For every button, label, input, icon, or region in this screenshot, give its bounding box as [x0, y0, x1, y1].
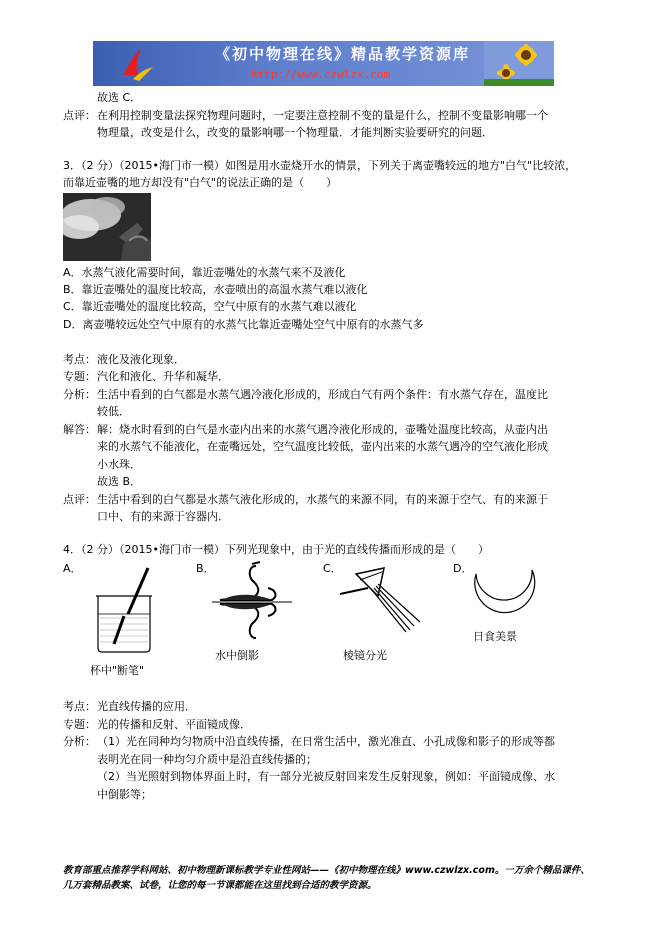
q4-caption-c: 棱镜分光 [343, 649, 387, 662]
sunflower-icon [484, 41, 554, 86]
q4-option-b-letter: B． [196, 562, 215, 575]
q4-caption-a: 杯中"断笔" [90, 664, 145, 677]
q3-zhuanti: 汽化和液化、升华和凝华． [97, 370, 229, 383]
q4-caption-b: 水中倒影 [215, 649, 259, 662]
q4-fenxi-label: 分析： [63, 735, 96, 748]
q4-option-a-letter: A． [63, 562, 82, 575]
q3-jieda-line: 小水珠． [97, 458, 141, 471]
prev-comment-line: 物理量，改变是什么，改变的量影响哪一个物理量．才能判断实验要研究的问题． [97, 126, 493, 139]
q3-fenxi-line: 生活中看到的白气都是水蒸气遇冷液化形成的，形成白气有两个条件：有水蒸气存在，温度比 [97, 388, 548, 401]
q3-stem-line: 3．（2 分）（2015•海门市一模）如图是用水壶烧开水的情景，下列关于离壶嘴较远的地方"白气"比较浓， [63, 159, 577, 172]
q3-option-b: B．靠近壶嘴处的温度比较高，水壶喷出的高温水蒸气难以液化 [63, 283, 368, 296]
prism-dispersion-icon [338, 560, 428, 644]
q3-option-d: D．离壶嘴较远处空气中原有的水蒸气比靠近壶嘴处空气中原有的水蒸气多 [63, 318, 424, 331]
banner-url: http://www.czwlzx.com [251, 68, 391, 81]
banner-title: 《初中物理在线》精品教学资源库 [215, 45, 471, 63]
q3-jieda-label: 解答： [63, 423, 96, 436]
solar-eclipse-icon [470, 560, 540, 630]
site-logo-icon [119, 45, 155, 83]
q3-dianping-line: 生活中看到的白气都是水蒸气液化形成的，水蒸气的来源不同，有的来源于空气、有的来源于 [97, 493, 548, 506]
q4-zhuanti: 光的传播和反射、平面镜成像． [97, 718, 251, 731]
q3-fenxi-line: 较低． [97, 405, 130, 418]
header-banner [93, 41, 554, 86]
q4-caption-d: 日食美景 [473, 630, 517, 643]
q3-option-a: A．水蒸气液化需要时间，靠近壶嘴处的水蒸气来不及液化 [63, 266, 346, 279]
q4-kaodian: 光直线传播的应用． [97, 700, 196, 713]
q3-kaodian-label: 考点： [63, 353, 96, 366]
prev-comment-label: 点评： [63, 109, 96, 122]
swan-reflection-icon [212, 560, 292, 644]
footer-line: 几万套精品教案、试卷，让您的每一节课都能在这里找到合适的教学资源。 [63, 880, 377, 891]
prev-comment-line: 在利用控制变量法探究物理问题时，一定要注意控制不变的量是什么，控制不变量影响哪一个 [97, 109, 548, 122]
footer-line: 教育部重点推荐学科网站、初中物理新课标教学专业性网站——《初中物理在线》www.czwlzx.com。一万余个精品课件、 [63, 865, 590, 876]
q3-jieda-line: 来的水蒸气不能液化，在壶嘴远处，空气温度比较低，壶内出来的水蒸气遇冷的空气液化形成 [97, 440, 548, 453]
q4-kaodian-label: 考点： [63, 700, 96, 713]
q4-fenxi-line: 中倒影等； [97, 788, 152, 801]
q4-zhuanti-label: 专题： [63, 718, 96, 731]
q3-fenxi-label: 分析： [63, 388, 96, 401]
beaker-pencil-icon [90, 564, 162, 654]
q4-option-d-letter: D． [453, 562, 473, 575]
kettle-steam-image [63, 193, 151, 261]
q4-fenxi-line: （1）光在同种均匀物质中沿直线传播，在日常生活中，激光准直、小孔成像和影子的形成等都 [97, 735, 555, 748]
q3-dianping-line: 口中、有的来源于容器内． [97, 510, 229, 523]
q3-dianping-label: 点评： [63, 493, 96, 506]
q3-stem-line: 而靠近壶嘴的地方却没有"白气"的说法正确的是（ ） [63, 176, 338, 189]
q3-jieda-line: 解：烧水时看到的白气是水壶内出来的水蒸气遇冷液化形成的，壶嘴处温度比较高，从壶内出 [97, 423, 548, 436]
q3-jieda-line: 故选 B． [97, 475, 142, 488]
q4-fenxi-line: 表明光在同一种均匀介质中是沿直线传播的； [97, 753, 317, 766]
q3-option-c: C．靠近壶嘴处的温度比较高，空气中原有的水蒸气难以液化 [63, 300, 357, 313]
q4-fenxi-line: （2）当光照射到物体界面上时，有一部分光被反射回来发生反射现象，例如：平面镜成像、水 [97, 770, 555, 783]
prev-answer: 故选 C． [97, 91, 142, 104]
q3-zhuanti-label: 专题： [63, 370, 96, 383]
q4-option-c-letter: C． [323, 562, 342, 575]
q4-stem: 4．（2 分）（2015•海门市一模）下列光现象中，由于光的直线传播而形成的是（ ） [63, 543, 489, 556]
q3-kaodian: 液化及液化现象． [97, 353, 185, 366]
